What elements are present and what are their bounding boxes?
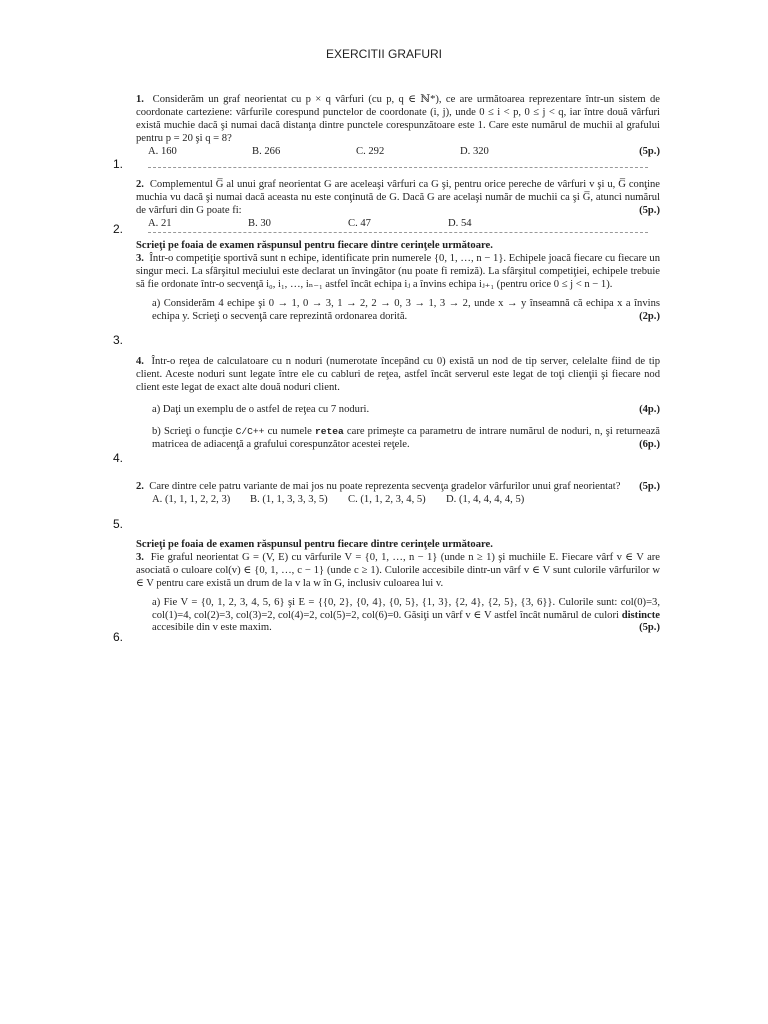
function-name-code: retea: [315, 425, 344, 437]
points: (4p.): [639, 403, 660, 415]
question-1: [136, 94, 660, 159]
instruction-text: Scrieţi pe foaia de examen răspunsul pentru fiecare dintre cerinţele următoare.: [136, 240, 493, 251]
points: (5p.): [639, 145, 660, 157]
answer-c: C. (1, 1, 2, 3, 4, 5): [348, 493, 426, 505]
answer-b: B. (1, 1, 3, 3, 3, 5): [250, 493, 328, 505]
language-code: C/C++: [235, 425, 265, 437]
points: (6p.): [639, 438, 660, 450]
question-number: 2.: [136, 481, 144, 492]
question-text: Considerăm un graf neorientat cu p × q vârfuri (cu p, q ∈ ℕ*), ce are următoarea reprezentare într-un sistem de coordonate carteziene: vârfurile corespund punctelor de coordonate (i, j), unde 0 ≤ i < p, 0 ≤ j < q, iar între două vârfuri există muchie dacă şi numai dacă distanţa dintre punctele corespunzătoare este 1. Care este numărul de muchii al grafului pentru p = 20 şi q = 8?: [136, 94, 661, 144]
answer-d: D. (1, 4, 4, 4, 4, 5): [446, 493, 525, 505]
question-text: Care dintre cele patru variante de mai jos nu poate reprezenta secvenţa gradelor vârfurilor unui graf neorientat?: [149, 481, 621, 492]
answer-c: C. 47: [348, 217, 371, 229]
subquestion-b-part2: cu numele: [267, 425, 312, 437]
subquestion-b-part3: care primeşte ca parametru de intrare numărul de noduri, n, şi returnează matricea de adiacenţă a grafului corespunzător acestei reţele.: [152, 425, 660, 450]
answer-d: D. 320: [460, 145, 489, 157]
answer-d: D. 54: [448, 217, 472, 229]
margin-number-1: 1.: [113, 157, 124, 171]
points: (2p.): [639, 310, 660, 322]
subquestion-a: a) Daţi un exemplu de o astfel de reţea cu 7 noduri.: [152, 403, 370, 415]
question-text: Într-o competiţie sportivă sunt n echipe, identificate prin numerele {0, 1, …, n − 1}. Echipele joacă fiecare cu fiecare un singur meci. La sfârşitul meciului este declarat un învingător (nu poate fi remiză). La sfârşitul competiţiei, echipele trebuie să fie ordonate într-o secvenţă i₀, i₁, …, iₙ₋₁ astfel încât echipa iⱼ a învins echipa iⱼ₊₁ (pentru orice 0 ≤ j < n − 1).: [136, 252, 660, 290]
points: (5p.): [639, 622, 660, 634]
question-2: [136, 179, 660, 231]
points: (5p.): [639, 481, 660, 492]
question-text: Complementul G̅ al unui graf neorientat G are aceleaşi vârfuri ca G şi, pentru orice pereche de vârfuri v şi u, G̅ conţine muchia vu dacă şi numai dacă aceasta nu este conţinută de G. Dacă G are acelaşi număr de muchii ca şi G̅, atunci numărul de vârfuri din G poate fi:: [136, 179, 661, 216]
question-5: [136, 481, 660, 507]
page-title: EXERCITII GRAFURI: [325, 47, 442, 61]
question-4: [136, 356, 660, 451]
question-number: 3.: [136, 551, 144, 563]
question-number: 3.: [136, 252, 144, 264]
answer-b: B. 266: [252, 145, 281, 157]
subquestion-a: a) Fie V = {0, 1, 2, 3, 4, 5, 6} şi E = {{0, 2}, {0, 4}, {0, 5}, {1, 3}, {2, 4}, {2, 5}, {3, 6}}. Culorile sunt: col(0)=3, col(1)=4, col(2)=3, col(3)=2, col(4)=2, col(5)=2, col(6)=0. Găsiţi un vârf v ∈ V astfel încât numărul de culori: [152, 596, 660, 621]
subquestion-a-end: accesibile din v este maxim.: [152, 622, 272, 634]
answer-b: B. 30: [248, 217, 271, 229]
margin-number-2: 2.: [113, 222, 124, 236]
emphasis-text: distincte: [621, 609, 660, 621]
crop-line: [148, 167, 648, 168]
answer-a: A. 21: [148, 217, 172, 229]
margin-number-5: 5.: [113, 517, 124, 531]
subquestion-b-part1: b) Scrieţi o funcţie: [152, 425, 233, 437]
crop-line: [148, 232, 648, 233]
instruction-text: Scrieţi pe foaia de examen răspunsul pentru fiecare dintre cerinţele următoare.: [136, 539, 493, 550]
subquestion-a: a) Considerăm 4 echipe şi 0 → 1, 0 → 3, 1 → 2, 2 → 0, 3 → 1, 3 → 2, unde x → y înseamnă că echipa x a învins echipa y. Scrieţi o secvenţă care reprezintă ordonarea dorită.: [152, 297, 660, 322]
margin-number-6: 6.: [113, 630, 124, 644]
question-6: [136, 539, 660, 635]
answer-c: C. 292: [356, 145, 385, 157]
question-text: Fie graful neorientat G = (V, E) cu vârfurile V = {0, 1, …, n − 1} (unde n ≥ 1) şi muchiile E. Fiecare vârf v ∈ V are asociată o culoare col(v) ∈ {0, 1, …, c − 1} (unde c ≥ 1). Culorile accesibile dintr-un vârf v ∈ V sunt culorile vârfurilor w ∈ V pentru care există un drum de la v la w în G, inclusiv culoarea lui v.: [136, 551, 660, 589]
question-3: [136, 240, 660, 323]
question-number: 1.: [136, 94, 144, 105]
question-number: 4.: [136, 356, 144, 367]
margin-number-4: 4.: [113, 451, 124, 465]
answer-a: A. 160: [148, 145, 177, 157]
question-number: 2.: [136, 179, 144, 190]
answer-a: A. (1, 1, 1, 2, 2, 3): [152, 493, 231, 505]
margin-number-3: 3.: [113, 333, 124, 347]
question-text: Într-o reţea de calculatoare cu n noduri (numerotate începând cu 0) există un nod de tip server, celelalte fiind de tip client. Aceste noduri sunt legate între ele cu cabluri de reţea, astfel încât serverul este legat de toţi clienţii şi fiecare nod client este legat de exact alte două noduri client.: [136, 356, 661, 393]
points: (5p.): [639, 204, 660, 216]
